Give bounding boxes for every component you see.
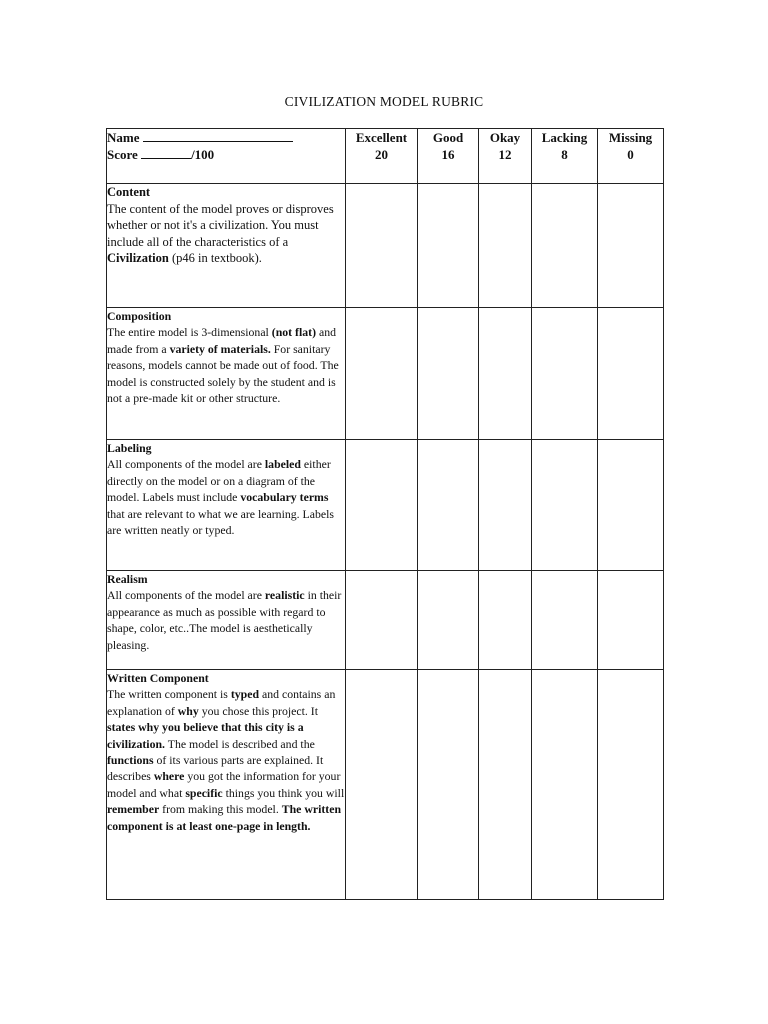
criterion-title: Labeling: [107, 441, 152, 455]
criterion-cell: [107, 670, 346, 900]
criterion-row-realism: [107, 571, 664, 670]
emphasis-text: specific: [185, 785, 223, 800]
description-text: of its various parts are explained. It describes: [107, 753, 324, 784]
header-row: [107, 129, 664, 184]
score-cell-excellent[interactable]: [346, 670, 418, 900]
description-text: All components of the model are: [107, 457, 265, 472]
description-text: The model is described and the: [165, 736, 315, 751]
criterion-row-written-component: [107, 670, 664, 900]
level-label: Good: [432, 130, 464, 145]
criterion-cell: [107, 440, 346, 571]
score-cell-missing[interactable]: [598, 308, 664, 440]
name-line: [107, 129, 345, 146]
description-text: you chose this project. It: [198, 703, 319, 718]
score-cell-missing[interactable]: [598, 571, 664, 670]
criterion-description: [107, 456, 345, 538]
score-cell-lacking[interactable]: [532, 184, 598, 308]
description-text: The written component is: [107, 687, 231, 702]
level-good: [418, 129, 479, 184]
name-score-cell: [107, 129, 346, 184]
score-cell-excellent[interactable]: [346, 440, 418, 571]
level-label: Okay: [489, 130, 521, 145]
score-suffix: /100: [191, 147, 215, 162]
description-text: The entire model is 3-dimensional: [107, 325, 272, 340]
score-cell-lacking[interactable]: [532, 440, 598, 571]
description-text: that are relevant to what we are learning. Labels are written neatly or typed.: [107, 506, 334, 538]
criterion-title: Composition: [107, 309, 172, 323]
criterion-description: [107, 324, 345, 406]
score-cell-good[interactable]: [418, 308, 479, 440]
level-points: 20: [375, 147, 388, 162]
emphasis-text: where: [153, 769, 185, 784]
score-cell-missing[interactable]: [598, 670, 664, 900]
emphasis-text: functions: [107, 753, 154, 768]
score-cell-good[interactable]: [418, 670, 479, 900]
level-label: Excellent: [355, 130, 408, 145]
level-okay: [479, 129, 532, 184]
emphasis-text: (not flat): [271, 325, 317, 340]
emphasis-text: variety of materials.: [169, 341, 271, 356]
description-text: you got the information for your model and what: [107, 769, 341, 800]
document-title: CIVILIZATION MODEL RUBRIC: [284, 94, 484, 109]
emphasis-text: states why you believe that this city is a civilization.: [107, 720, 304, 751]
emphasis-text: remember: [107, 802, 160, 817]
criterion-cell: [107, 571, 346, 670]
criterion-description: [107, 587, 345, 653]
criterion-title: Written Component: [107, 671, 209, 685]
score-cell-okay[interactable]: [479, 184, 532, 308]
score-cell-lacking[interactable]: [532, 670, 598, 900]
criterion-cell: [107, 308, 346, 440]
level-points: 16: [441, 147, 455, 162]
level-label: Lacking: [541, 130, 588, 145]
criterion-description: [107, 686, 345, 834]
description-text: either directly on the model or on a diagram of the model. Labels must include: [107, 457, 331, 505]
level-points: 0: [627, 147, 634, 162]
level-excellent: [346, 129, 418, 184]
level-lacking: [532, 129, 598, 184]
description-text: (p46 in textbook).: [168, 251, 262, 266]
score-cell-excellent[interactable]: [346, 184, 418, 308]
emphasis-text: Civilization: [107, 251, 169, 266]
criterion-row-composition: [107, 308, 664, 440]
score-label: Score: [107, 147, 138, 162]
score-cell-okay[interactable]: [479, 571, 532, 670]
description-text: For sanitary reasons, models cannot be made out of food. The model is constructed solely by the student and is not a pre-made kit or other structure.: [107, 341, 339, 406]
level-points: 12: [498, 147, 512, 162]
level-points: 8: [561, 147, 568, 162]
emphasis-text: typed: [230, 687, 260, 702]
description-text: The content of the model proves or disproves whether or not it's a civilization. You must include all of the characteristics of a: [107, 201, 334, 249]
score-cell-okay[interactable]: [479, 308, 532, 440]
score-cell-missing[interactable]: [598, 440, 664, 571]
score-cell-good[interactable]: [418, 440, 479, 571]
score-blank[interactable]: [141, 146, 191, 159]
description-text: and made from a: [107, 325, 337, 356]
score-cell-lacking[interactable]: [532, 571, 598, 670]
score-cell-lacking[interactable]: [532, 308, 598, 440]
score-cell-okay[interactable]: [479, 670, 532, 900]
criterion-row-content: [107, 184, 664, 308]
score-cell-good[interactable]: [418, 571, 479, 670]
criterion-cell: [107, 184, 346, 308]
score-cell-good[interactable]: [418, 184, 479, 308]
emphasis-text: realistic: [264, 588, 305, 603]
score-cell-excellent[interactable]: [346, 308, 418, 440]
rubric-table: [106, 128, 664, 900]
emphasis-text: labeled: [264, 457, 301, 472]
description-text: things you think you will: [222, 785, 345, 800]
score-cell-excellent[interactable]: [346, 571, 418, 670]
emphasis-text: why: [177, 703, 199, 718]
description-text: from making this model.: [159, 802, 282, 817]
emphasis-text: The written component is at least one-page in length.: [107, 802, 342, 833]
name-blank[interactable]: [143, 129, 293, 142]
name-label: Name: [107, 130, 140, 145]
score-cell-okay[interactable]: [479, 440, 532, 571]
description-text: in their appearance as much as possible with regard to shape, color, etc..The model is aesthetically pleasing.: [107, 588, 342, 652]
criterion-title: Realism: [107, 572, 148, 586]
criterion-title: Content: [107, 185, 151, 199]
level-label: Missing: [608, 130, 653, 145]
description-text: All components of the model are: [107, 588, 265, 603]
emphasis-text: vocabulary terms: [240, 490, 329, 505]
criterion-row-labeling: [107, 440, 664, 571]
score-line: [107, 146, 345, 163]
score-cell-missing[interactable]: [598, 184, 664, 308]
criterion-description: [107, 201, 345, 267]
description-text: and contains an explanation of: [107, 687, 336, 718]
level-missing: [598, 129, 664, 184]
